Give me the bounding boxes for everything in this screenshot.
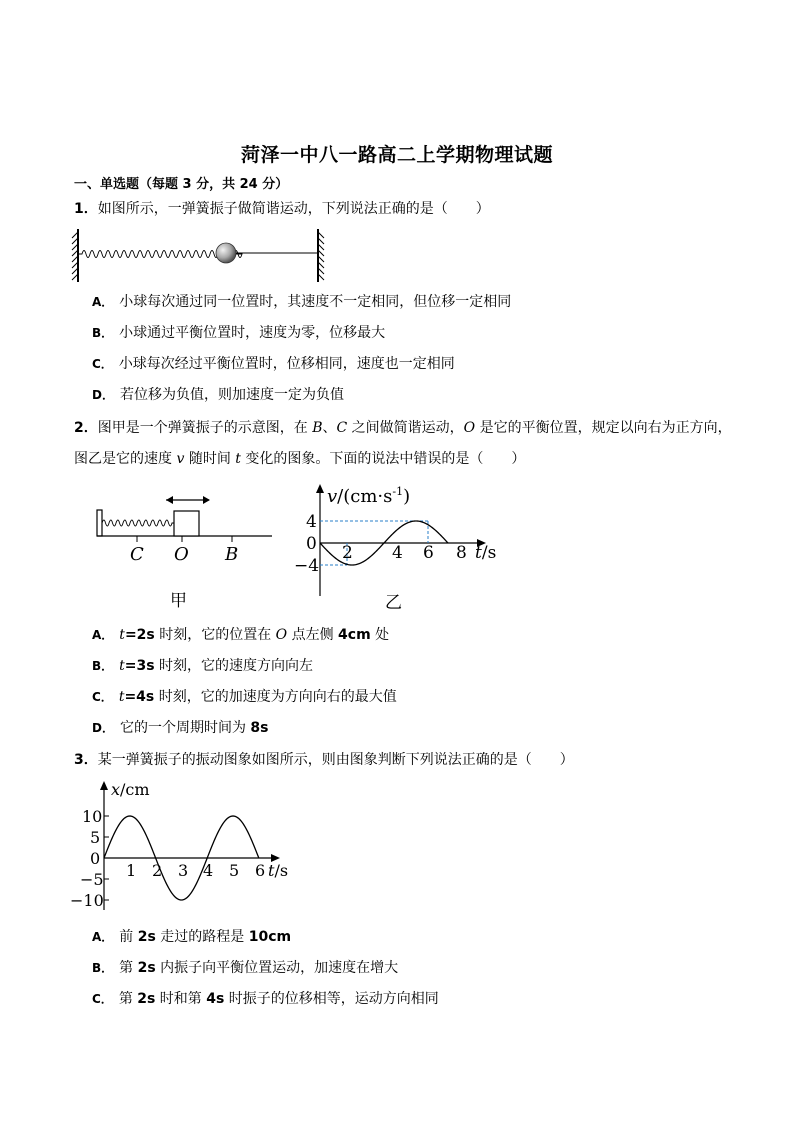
- block: [174, 511, 199, 536]
- y-tick: 0: [306, 534, 317, 554]
- spring-coil: [102, 520, 174, 526]
- svg-text:t/s: t/s: [268, 861, 289, 880]
- q3-option-b[interactable]: B． 第 2s 内振子向平衡位置运动，加速度在增大: [92, 960, 399, 976]
- exam-title: 菏泽一中八一路高二上学期物理试题: [240, 144, 553, 166]
- y-tick: −10: [70, 891, 104, 910]
- y-tick: −5: [80, 870, 104, 889]
- x-tick: 1: [126, 861, 137, 880]
- x-tick: 6: [255, 861, 266, 880]
- x-tick: 2: [342, 543, 353, 563]
- x-tick: 2: [152, 861, 163, 880]
- x-axis-label: t: [268, 861, 275, 880]
- x-axis-label: t: [475, 543, 482, 563]
- question-number: 2．: [74, 420, 98, 436]
- svg-text:v/(cm·s-1): $v/(cm\cdot s^{-1})$: [327, 485, 411, 507]
- label-o: O: [174, 544, 189, 565]
- q3-option-c[interactable]: C． 第 2s 时和第 4s 时振子的位移相等，运动方向相同: [92, 991, 439, 1007]
- question-number: 3．: [74, 752, 98, 768]
- label-b: B: [225, 544, 239, 565]
- x-tick: 6: [423, 543, 434, 563]
- y-axis-label: v: [327, 486, 338, 507]
- q1-spring-oscillator-figure: [70, 226, 332, 284]
- x-tick: 3: [178, 861, 189, 880]
- y-tick: 5: [90, 828, 101, 847]
- x-tick: 8: [456, 543, 467, 563]
- q1-option-c[interactable]: C． 小球每次经过平衡位置时，位移相同，速度也一定相同: [92, 356, 455, 372]
- svg-text:t/s: t/s: [475, 543, 497, 563]
- y-tick: 0: [90, 849, 101, 868]
- q1-option-b[interactable]: B． 小球通过平衡位置时，速度为零，位移最大: [92, 325, 386, 341]
- question-text: 如图所示，一弹簧振子做简谐运动，下列说法正确的是（ ）: [97, 201, 490, 217]
- y-tick: −4: [294, 556, 320, 576]
- y-tick: 10: [82, 807, 103, 826]
- svg-text:x/cm: x/cm: [111, 780, 150, 799]
- question-text: 某一弹簧振子的振动图象如图所示，则由图象判断下列说法正确的是（ ）: [97, 752, 574, 768]
- question-1-stem: [74, 199, 490, 219]
- q3-displacement-graph: [70, 776, 296, 916]
- caption-jia: 甲: [170, 591, 187, 611]
- q2-option-a[interactable]: A． t=2s 时刻，它的位置在 O 点左侧 4cm 处: [92, 627, 390, 643]
- q2-option-c[interactable]: C． t=4s 时刻，它的加速度为方向向右的最大值: [92, 689, 397, 705]
- question-2-stem-line-2: 图乙是它的速度 v 随时间 t 变化的图象。下面的说法中错误的是（ ）: [74, 451, 526, 467]
- x-tick: 4: [203, 861, 214, 880]
- q2-option-d[interactable]: D． 它的一个周期时间为 8s: [92, 720, 269, 736]
- x-tick: 5: [229, 861, 240, 880]
- q1-option-d[interactable]: D． 若位移为负值，则加速度一定为负值: [92, 387, 344, 403]
- q2-figure-yi-velocity-graph: [290, 480, 510, 614]
- section-heading: 一、单选题（每题 3 分，共 24 分）: [74, 177, 289, 192]
- x-tick: 4: [392, 543, 403, 563]
- q2-option-b[interactable]: B． t=3s 时刻，它的速度方向向左: [92, 658, 314, 674]
- question-2-stem-line-1: 2．图甲是一个弹簧振子的示意图，在 B、C 之间做简谐运动，O 是它的平衡位置，规定以向右为正方向，: [74, 420, 732, 436]
- q1-option-a[interactable]: A． 小球每次通过同一位置时，其速度不一定相同，但位移一定相同: [92, 294, 512, 310]
- caption-yi: 乙: [385, 593, 402, 613]
- y-tick: 4: [306, 512, 317, 532]
- y-axis-label: x: [111, 780, 121, 799]
- q2-figure-jia: [94, 492, 274, 612]
- question-number: 1．: [74, 201, 98, 217]
- q3-option-a[interactable]: A． 前 2s 走过的路程是 10cm: [92, 929, 292, 945]
- label-c: C: [130, 544, 144, 565]
- ball: [216, 243, 236, 263]
- question-3-stem: [74, 750, 574, 770]
